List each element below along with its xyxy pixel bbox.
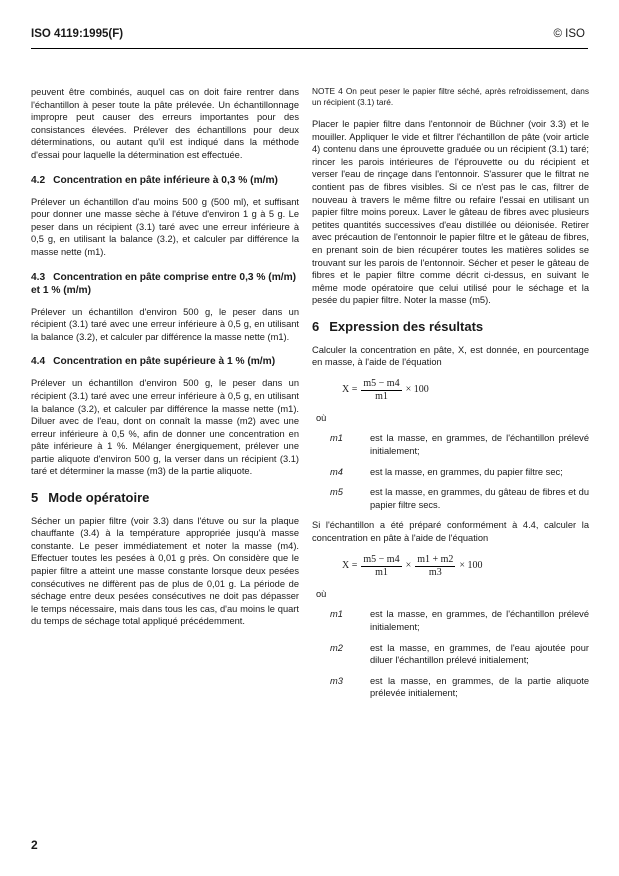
- intro-paragraph: peuvent être combinés, auquel cas on doit faire rentrer dans l'échantillon à peser toute la pâte prélevée. Un échantillonnage impropre peut causer des erreurs importantes pour des consistances élevées. Prélever des échantillons pour deux déterminations, ou autant qu'il est indiqué dans la méthode d'essai pour laquelle la détermination est effectuée.: [31, 87, 299, 160]
- section-4-2-heading: 4.2 Concentration en pâte inférieure à 0,3 % (m/m): [31, 174, 278, 186]
- section-5-text: Sécher un papier filtre (voir 3.3) dans l'étuve ou sur la plaque chauffante (3.4) à la température appropriée jusqu'à masse constante. Le peser immédiatement et noter la masse (m4). Effectuer toutes les pesées à 0,01 g près. On considère que le papier filtre a atteint une masse constante lorsque deux pesées consécutives ne diffèrent pas de plus de 0,01 g. La période de séchage entre deux pesées consécutives ne doit pas dépasser le temps nécessaire, mais dans tous les cas, d'au moins le quart du temps de séchage total appliqué précédemment.: [31, 515, 299, 627]
- definition-item: m1 est la masse, en grammes, de l'échantillon prélevé initialement;: [330, 609, 589, 632]
- section-4-4-heading: 4.4 Concentration en pâte supérieure à 1 % (m/m): [31, 356, 276, 368]
- note-4: NOTE 4 On peut peser le papier filtre séché, après refroidissement, dans un récipient (3.1) taré.: [312, 86, 589, 107]
- header-rule: [31, 48, 588, 49]
- copyright-mark: © ISO: [553, 28, 585, 40]
- definition-item: m1 est la masse, en grammes, de l'échantillon prélevé initialement;: [330, 433, 589, 457]
- right-column: [312, 86, 589, 708]
- section-4-2-text: Prélever un échantillon d'au moins 500 g (500 ml), et suffisant pour donner une masse sèche à l'étuve d'environ 1 g à 5 g. Le peser dans un récipient (3.1) taré avec une erreur inférieure à 0,5 g, en utilisant la balance (3.2), et calculer par différence la masse nette (m1).: [31, 196, 299, 257]
- section-6-text: Calculer la concentration en pâte, X, est donnée, en pourcentage en masse, à l'aide de l'équation: [312, 344, 589, 368]
- definitions-1: [312, 432, 589, 511]
- definition-item: m3 est la masse, en grammes, de la partie aliquote prélevée initialement;: [330, 675, 589, 699]
- section-6-paragraph-2: Si l'échantillon a été préparé conformément à 4.4, calculer la concentration en pâte à l'aide de l'équation: [312, 520, 589, 544]
- document-id: ISO 4119:1995(F): [31, 28, 124, 40]
- procedure-paragraph: Placer le papier filtre dans l'entonnoir de Büchner (voir 3.3) et le mouiller. Appliquer le vide et filtrer l'échantillon de pâte (voir article 4) contenu dans une éprouvette graduée ou un récipient (3.1) taré; rincer les parois intérieures de l'éprouvette ou du récipient et verser l'eau de rinçage dans l'entonnoir. S'assurer que le filtrat ne contient pas de fibres visibles. Si ce n'est pas le cas, filtrer de nouveau à travers le même filtre ou refaire l'essai en utilisant un papier filtre moins poreux. Laver le gâteau de fibres avec plusieurs petites quantités successives d'eau distillée ou déionisée. Retirer avec précaution de l'entonnoir le papier filtre et le gâteau de fibres, en prenant soin de bien récupérer toutes les matières solides se trouvant sur les parois de l'entonnoir. Sécher et peser le gâteau de fibres et le papier filtre comme décrit ci-dessus, en suivant le même mode opératoire que celui utilisé pour le séchage et la pesée du papier filtre. Noter la masse (m5).: [312, 119, 589, 306]
- equation-2: X = $\frac{m5 - m4}{m1}$ × $\frac{m1 + m2}{m3}$ × 100: [342, 553, 483, 579]
- section-4-3-text: Prélever un échantillon d'environ 500 g, le peser dans un récipient (3.1) taré avec une erreur inférieure à 0,5 g, en utilisant la balance (3.2), et calculer par différence la masse nette (m1).: [31, 306, 299, 342]
- equation-2-fraction-1: $\frac{m5 - m4}{m1}$: [363, 553, 400, 579]
- definition-item: m4 est la masse, en grammes, du papier filtre sec;: [330, 466, 563, 477]
- definition-item: m5 est la masse, en grammes, du gâteau de fibres et du papier filtre secs.: [330, 487, 589, 510]
- section-6-heading: 6 Expression des résultats: [312, 318, 484, 334]
- page-number: 2: [31, 838, 38, 852]
- section-4-3-heading: 4.3 Concentration en pâte comprise entre 0,3 % (m/m) et 1 % (m/m): [31, 271, 297, 296]
- where-label-1: où: [316, 412, 327, 423]
- equation-1: X = $\frac{m5 - m4}{m1}$ × 100: [342, 377, 429, 403]
- definitions-2: [312, 608, 589, 700]
- equation-2-fraction-2: $\frac{m1 + m2}{m3}$: [417, 553, 454, 579]
- equation-1-fraction: $\frac{m5 - m4}{m1}$: [363, 377, 400, 403]
- left-column: [31, 86, 299, 637]
- section-5-heading: 5 Mode opératoire: [31, 490, 150, 506]
- where-label-2: où: [316, 588, 327, 599]
- definition-item: m2 est la masse, en grammes, de l'eau ajoutée pour diluer l'échantillon prélevé initialement;: [330, 642, 589, 666]
- section-4-4-text: Prélever un échantillon d'environ 500 g, le peser dans un récipient (3.1) taré avec une erreur inférieure à 0,5 g, en utilisant la balance (3.2), et calculer par différence la masse nette (m1). Diluer avec de l'eau, dont on connaît la masse (m2) avec une erreur inférieure à 0,5 %, afin de donner une concentration en pâte inférieure à 1 %. Mélanger énergiquement, prélever une partie aliquote d'environ 500 g, la verser dans un récipient (3.1) taré et déterminer la masse (m3) de la partie aliquote.: [31, 378, 299, 477]
